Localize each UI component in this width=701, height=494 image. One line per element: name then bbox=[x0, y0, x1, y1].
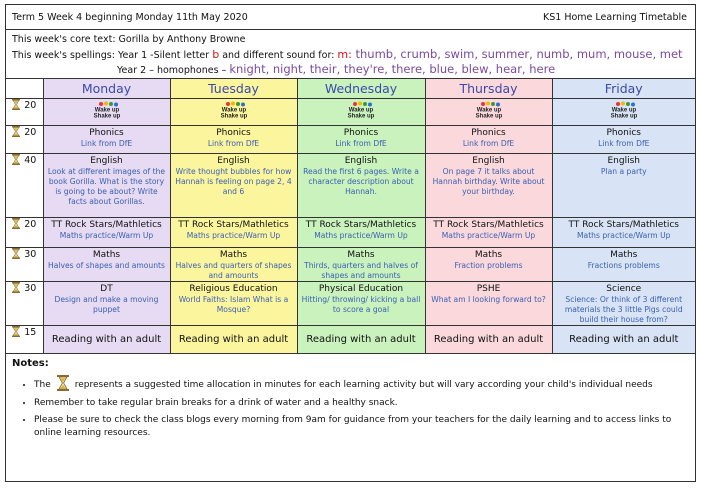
year2-spellings: Year 2 – homophones – knight, night, their, they're, there, blue, blew, hear, here bbox=[117, 62, 556, 76]
activity-cell bbox=[297, 126, 425, 154]
activity-title: Phonics bbox=[343, 128, 379, 138]
activity-cell bbox=[170, 99, 297, 126]
time-value: 20 bbox=[24, 219, 37, 230]
timetable-grid bbox=[6, 79, 695, 354]
activity-title: Maths bbox=[610, 250, 638, 260]
time-allocation bbox=[6, 326, 43, 354]
activity-description: Write thought bubbles for how Hannah is feeling on page 2, 4 and 6 bbox=[175, 167, 292, 196]
activity-title: Maths bbox=[219, 250, 248, 260]
activity-cell bbox=[170, 326, 297, 354]
timetable-row bbox=[6, 326, 695, 354]
activity-description: Link from DfE bbox=[80, 139, 133, 148]
activity-cell bbox=[552, 99, 695, 126]
core-text: This week's core text: Gorilla by Anthony Browne bbox=[12, 34, 246, 45]
hourglass-icon bbox=[12, 154, 20, 165]
wake-up-shake-up-logo bbox=[88, 101, 126, 119]
day-thursday: Thursday bbox=[425, 79, 552, 99]
timetable-row bbox=[6, 126, 695, 154]
activity-cell bbox=[170, 154, 297, 218]
activity-description: Fraction problems bbox=[454, 261, 523, 270]
hourglass-icon bbox=[57, 375, 69, 391]
activity-cell bbox=[43, 218, 170, 248]
core-info bbox=[6, 30, 695, 79]
day-header-row bbox=[6, 79, 695, 99]
activity-title: Phonics bbox=[606, 128, 641, 138]
timetable-page bbox=[5, 4, 696, 482]
activity-title: Maths bbox=[347, 250, 375, 260]
activity-description: Link from DfE bbox=[462, 139, 515, 148]
activity-description: Halves of shapes and amounts bbox=[48, 261, 165, 270]
time-value: 20 bbox=[24, 127, 37, 138]
wake-up-shake-up-logo bbox=[605, 101, 643, 119]
term-title: Term 5 Week 4 beginning Monday 11th May 2020 bbox=[12, 11, 248, 23]
note-item: • Remember to take regular brain breaks for a drink of water and a healthy snack. bbox=[34, 397, 689, 410]
activity-title: Physical Education bbox=[318, 284, 404, 294]
activity-description: Maths practice/Warm Up bbox=[577, 231, 671, 240]
activity-title: TT Rock Stars/Mathletics bbox=[568, 220, 679, 230]
activity-title: Maths bbox=[92, 250, 121, 260]
time-allocation bbox=[6, 154, 43, 218]
activity-title: TT Rock Stars/Mathletics bbox=[305, 220, 417, 230]
activity-title: English bbox=[217, 156, 250, 166]
hourglass-icon bbox=[12, 282, 20, 293]
activity-description: Look at different images of the book Gorilla. What is the story is going to be about? Write facts about Gorillas. bbox=[47, 167, 166, 206]
activity-cell bbox=[552, 326, 695, 354]
corner-cell bbox=[6, 79, 43, 99]
activity-title: Phonics bbox=[471, 128, 506, 138]
activity-cell bbox=[170, 126, 297, 154]
activity-description: World Faiths: Islam What is a Mosque? bbox=[178, 295, 289, 314]
svg-text:Shake up: Shake up bbox=[475, 113, 502, 119]
time-allocation bbox=[6, 282, 43, 326]
activity-cell bbox=[297, 154, 425, 218]
activity-title: TT Rock Stars/Mathletics bbox=[51, 220, 162, 230]
header-bar bbox=[6, 5, 695, 30]
activity-cell bbox=[552, 218, 695, 248]
svg-text:Wake up: Wake up bbox=[221, 107, 246, 114]
day-friday: Friday bbox=[552, 79, 695, 99]
activity-title: PSHE bbox=[476, 284, 501, 294]
activity-cell bbox=[552, 126, 695, 154]
note-item: • Please be sure to check the class blogs every morning from 9am for guidance from your teachers for the daily learning and to access links to online learning resources. bbox=[34, 414, 689, 440]
time-value: 40 bbox=[24, 155, 37, 166]
activity-description: Plan a party bbox=[600, 167, 647, 176]
activity-title: Reading with an adult bbox=[433, 333, 544, 345]
activity-title: Science bbox=[606, 284, 642, 294]
activity-cell bbox=[425, 326, 552, 354]
activity-description: Maths practice/Warm Up bbox=[186, 231, 281, 240]
svg-text:Shake up: Shake up bbox=[220, 113, 247, 119]
activity-title: Reading with an adult bbox=[306, 333, 416, 345]
hourglass-icon bbox=[12, 126, 20, 137]
activity-title: Reading with an adult bbox=[178, 333, 289, 345]
activity-description: On page 7 it talks about Hannah birthday. Write about your birthday. bbox=[432, 167, 545, 196]
activity-cell bbox=[552, 154, 695, 218]
timetable-row bbox=[6, 218, 695, 248]
activity-description: Halves and quarters of shapes and amounts bbox=[175, 261, 292, 280]
activity-description: Maths practice/Warm Up bbox=[441, 231, 536, 240]
hourglass-icon bbox=[12, 248, 20, 259]
activity-cell bbox=[170, 248, 297, 282]
activity-description: Science: Or think of 3 different materials the 3 little Pigs could build their house from? bbox=[564, 295, 683, 324]
activity-title: English bbox=[90, 156, 123, 166]
activity-cell bbox=[425, 99, 552, 126]
activity-cell bbox=[297, 248, 425, 282]
activity-cell bbox=[425, 218, 552, 248]
svg-text:Wake up: Wake up bbox=[611, 107, 636, 114]
svg-text:Wake up: Wake up bbox=[94, 107, 119, 114]
timetable-row bbox=[6, 248, 695, 282]
activity-title: English bbox=[472, 156, 505, 166]
notes-section bbox=[6, 354, 695, 440]
activity-cell bbox=[170, 218, 297, 248]
activity-cell bbox=[43, 248, 170, 282]
activity-cell bbox=[43, 99, 170, 126]
timetable-row bbox=[6, 154, 695, 218]
activity-description: Maths practice/Warm Up bbox=[59, 231, 154, 240]
activity-cell bbox=[43, 326, 170, 354]
svg-text:Shake up: Shake up bbox=[347, 113, 375, 119]
time-value: 30 bbox=[24, 249, 37, 260]
activity-title: Phonics bbox=[89, 128, 124, 138]
hourglass-icon bbox=[12, 99, 20, 110]
activity-title: TT Rock Stars/Mathletics bbox=[178, 220, 289, 230]
notes-list bbox=[12, 375, 689, 440]
activity-description: Read the first 6 pages. Write a character description about Hannah. bbox=[303, 167, 419, 196]
activity-title: English bbox=[607, 156, 640, 166]
wake-up-shake-up-logo bbox=[342, 101, 380, 119]
activity-cell bbox=[43, 282, 170, 326]
wake-up-shake-up-logo bbox=[470, 101, 508, 119]
activity-title: Maths bbox=[474, 250, 503, 260]
time-allocation bbox=[6, 248, 43, 282]
activity-title: TT Rock Stars/Mathletics bbox=[433, 220, 544, 230]
svg-text:Shake up: Shake up bbox=[610, 113, 638, 119]
day-wednesday: Wednesday bbox=[297, 79, 425, 99]
day-monday: Monday bbox=[43, 79, 170, 99]
notes-title: Notes: bbox=[12, 358, 49, 369]
activity-cell bbox=[297, 282, 425, 326]
activity-description: What am I looking forward to? bbox=[431, 295, 546, 304]
activity-cell bbox=[552, 248, 695, 282]
svg-text:Shake up: Shake up bbox=[93, 113, 120, 119]
time-value: 15 bbox=[24, 327, 37, 338]
activity-description: Fractions problems bbox=[587, 261, 660, 270]
activity-cell bbox=[170, 282, 297, 326]
activity-description: Thirds, quarters and halves of shapes and amounts bbox=[304, 261, 418, 280]
activity-cell bbox=[425, 282, 552, 326]
activity-cell bbox=[297, 218, 425, 248]
time-value: 20 bbox=[24, 100, 37, 111]
activity-description: Link from DfE bbox=[335, 139, 387, 148]
year1-spellings: This week's spellings: Year 1 -Silent letter b and different sound for: m: thumb, crumb, swim, summer, numb, mum, mouse, met bbox=[12, 47, 683, 61]
note-item: • The represents a suggested time allocation in minutes for each learning activity but will vary according your child's individual needs bbox=[34, 375, 689, 393]
activity-cell bbox=[43, 154, 170, 218]
timetable-title: KS1 Home Learning Timetable bbox=[543, 11, 687, 23]
svg-text:Wake up: Wake up bbox=[476, 107, 501, 114]
activity-description: Design and make a moving puppet bbox=[54, 295, 159, 314]
activity-description: Maths practice/Warm Up bbox=[314, 231, 408, 240]
activity-cell bbox=[425, 154, 552, 218]
activity-description: Hitting/ throwing/ kicking a ball to score a goal bbox=[301, 295, 421, 314]
activity-description: Link from DfE bbox=[598, 139, 650, 148]
activity-title: DT bbox=[100, 284, 113, 294]
hourglass-icon bbox=[12, 326, 20, 337]
activity-cell bbox=[297, 326, 425, 354]
timetable-row bbox=[6, 282, 695, 326]
time-allocation bbox=[6, 99, 43, 126]
wake-up-shake-up-logo bbox=[215, 101, 253, 119]
activity-title: Reading with an adult bbox=[51, 333, 162, 345]
activity-title: Religious Education bbox=[189, 284, 278, 294]
activity-title: Phonics bbox=[216, 128, 251, 138]
timetable-row bbox=[6, 99, 695, 126]
activity-cell bbox=[552, 282, 695, 326]
activity-cell bbox=[425, 126, 552, 154]
time-value: 30 bbox=[24, 283, 37, 294]
day-tuesday: Tuesday bbox=[170, 79, 297, 99]
activity-description: Link from DfE bbox=[207, 139, 260, 148]
activity-title: Reading with an adult bbox=[569, 333, 679, 345]
activity-cell bbox=[425, 248, 552, 282]
activity-cell bbox=[297, 99, 425, 126]
time-allocation bbox=[6, 218, 43, 248]
svg-text:Wake up: Wake up bbox=[348, 107, 374, 114]
hourglass-icon bbox=[12, 218, 20, 229]
activity-cell bbox=[43, 126, 170, 154]
time-allocation bbox=[6, 126, 43, 154]
activity-title: English bbox=[344, 156, 378, 166]
